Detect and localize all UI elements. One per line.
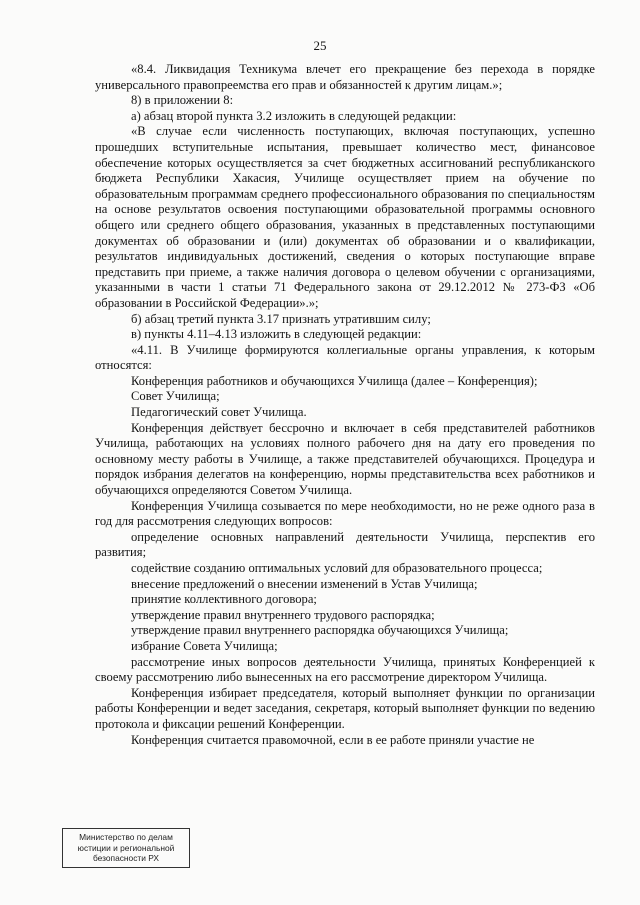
paragraph: рассмотрение иных вопросов деятельности Училища, принятых Конференцией к своему рассмотрению либо вынесенных на его рассмотрение директором Училища.: [95, 654, 595, 685]
paragraph: в) пункты 4.11–4.13 изложить в следующей редакции:: [131, 327, 422, 342]
paragraph: «8.4. Ликвидация Техникума влечет его прекращение без перехода в порядке универсального правопреемства его прав и обязанностей к другим лицам.»;: [95, 62, 595, 92]
document-body: [95, 62, 595, 748]
paragraph: определение основных направлений деятельности Училища, перспектив его развития;: [95, 529, 595, 560]
paragraph: Конференция считается правомочной, если в ее работе приняли участие не: [131, 732, 535, 747]
paragraph: Совет Училища;: [131, 389, 220, 404]
paragraph: Конференция Училища созывается по мере необходимости, но не реже одного раза в год для рассмотрения следующих вопросов:: [95, 498, 595, 529]
ministry-stamp: [62, 828, 190, 868]
paragraph: избрание Совета Училища;: [131, 638, 278, 653]
paragraph: а) абзац второй пункта 3.2 изложить в следующей редакции:: [131, 108, 457, 123]
paragraph: Педагогический совет Училища.: [131, 405, 307, 420]
paragraph: принятие коллективного договора;: [131, 592, 317, 607]
paragraph: 8) в приложении 8:: [131, 93, 234, 108]
stamp-line: безопасности РХ: [92, 853, 160, 863]
stamp-line: юстиции и региональной: [77, 842, 175, 853]
paragraph: б) абзац третий пункта 3.17 признать утратившим силу;: [131, 311, 431, 326]
paragraph: Конференция работников и обучающихся Училища (далее – Конференция);: [131, 373, 538, 388]
paragraph: утверждение правил внутреннего распорядка обучающихся Училища;: [131, 623, 509, 638]
paragraph: утверждение правил внутреннего трудового распорядка;: [131, 607, 435, 622]
paragraph: «4.11. В Училище формируются коллегиальные органы управления, к которым относятся:: [95, 342, 595, 373]
paragraph: «В случае если численность поступающих, включая поступающих, успешно прошедших вступительные испытания, превышает количество мест, финансовое обеспечение которых осуществляется за счет бюджетных ассигнований республиканского бюджета Республики Хакасия, Училище осуществляет прием на обучение по образовательным программам среднего профессионального образования по специальностям на основе результатов освоения поступающими образовательной программы основного общего или среднего общего образования, указанных в представленных поступающими документах об образовании и (или) документах об образовании и о квалификации, результатов индивидуальных достижений, сведения о которых поступающие вправе представить при приеме, а также наличия договора о целевом обучении с организациями, указанными в части 1 статьи 71 Федерального закона от 29.12.2012 № 273-ФЗ «Об образовании в Российской Федерации».»;: [95, 124, 595, 310]
paragraph: внесение предложений о внесении изменений в Устав Училища;: [131, 576, 478, 591]
paragraph: Конференция действует бессрочно и включает в себя представителей работников Училища, работающих на условиях полного рабочего дня на дату его проведения по основному месту работы в Училище, а также представителей обучающихся. Процедура и порядок избрания делегатов на конференцию, нормы представительства всех работников и обучающихся определяются Советом Училища.: [95, 420, 595, 498]
page-number: 25: [313, 38, 327, 53]
stamp-line: Министерство по делам: [79, 832, 173, 842]
paragraph: Конференция избирает председателя, который выполняет функции по организации работы Конференции и ведет заседания, секретаря, который выполняет функции по ведению протокола и фиксации решений Конференции.: [95, 685, 595, 731]
paragraph: содействие созданию оптимальных условий для образовательного процесса;: [131, 561, 543, 575]
